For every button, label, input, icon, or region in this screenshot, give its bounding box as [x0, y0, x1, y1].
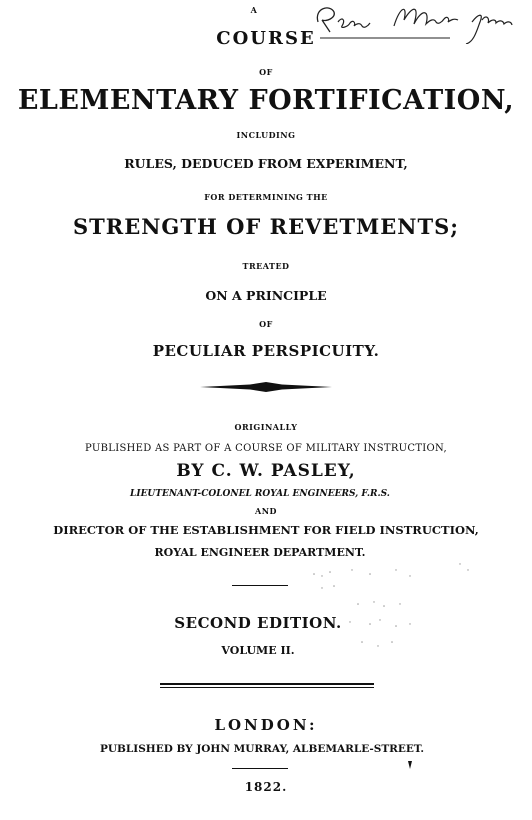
article-a: A [250, 5, 258, 15]
ink-mark [407, 760, 413, 770]
publisher-line: PUBLISHED BY JOHN MURRAY, ALBEMARLE-STREET. [99, 743, 424, 755]
edition-line: SECOND EDITION. [174, 614, 342, 632]
of-line-2: OF [259, 319, 273, 329]
principle-line: ON A PRINCIPLE [205, 288, 327, 303]
strength-heading: STRENGTH OF REVETMENTS; [72, 214, 460, 239]
city-line: LONDON: [214, 716, 318, 734]
rules-line: RULES, DEDUCED FROM EXPERIMENT, [124, 156, 408, 171]
ornamental-rule [200, 381, 332, 393]
including-line: INCLUDING [236, 130, 296, 140]
published-as-line: PUBLISHED AS PART OF A COURSE OF MILITARY INSTRUCTION, [85, 443, 447, 454]
short-rule-2 [232, 768, 288, 769]
year-line: 1822. [244, 780, 288, 794]
and-line: AND [255, 506, 277, 516]
author-title-line: LIEUTENANT-COLONEL ROYAL ENGINEERS, F.R.S. [130, 489, 390, 499]
ink-specks [300, 556, 480, 666]
originally-line: ORIGINALLY [234, 422, 298, 432]
double-rule-bottom [160, 687, 374, 688]
double-rule-top [160, 683, 374, 685]
department-line: ROYAL ENGINEER DEPARTMENT. [154, 546, 366, 559]
author-line: BY C. W. PASLEY, [176, 461, 356, 481]
perspicuity-line: PECULIAR PERSPICUITY. [152, 342, 380, 360]
volume-line: VOLUME II. [221, 644, 295, 657]
short-rule-1 [232, 585, 288, 586]
course-heading: COURSE [216, 28, 316, 49]
for-determining-line: FOR DETERMINING THE [204, 192, 328, 202]
director-line: DIRECTOR OF THE ESTABLISHMENT FOR FIELD INSTRUCTION, [53, 523, 479, 537]
main-title: ELEMENTARY FORTIFICATION, [17, 85, 515, 116]
treated-line: TREATED [242, 261, 290, 271]
of-line-1: OF [259, 67, 273, 77]
